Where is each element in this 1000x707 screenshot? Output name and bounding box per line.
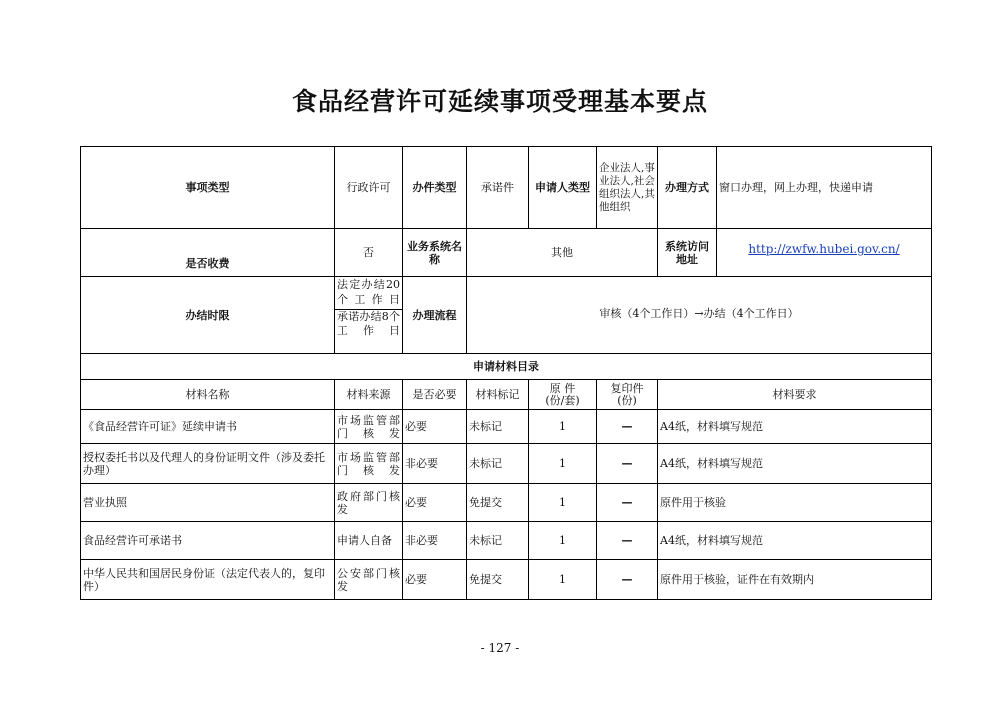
system-url-cell <box>717 229 932 277</box>
material-required: 必要 <box>403 484 467 522</box>
material-requirement: A4纸，材料填写规范 <box>658 522 932 560</box>
table-row <box>81 522 932 560</box>
material-mark: 未标记 <box>467 444 529 484</box>
header-name: 材料名称 <box>81 380 335 410</box>
header-source: 材料来源 <box>335 380 403 410</box>
item-type-label: 事项类型 <box>81 147 335 229</box>
material-required: 必要 <box>403 410 467 444</box>
system-url-link[interactable]: http://zwfw.hubei.gov.cn/ <box>748 242 900 256</box>
requirements-table <box>80 146 932 600</box>
time-limit-label: 办结时限 <box>81 277 335 354</box>
material-source: 市场监管部门核发 <box>335 444 403 484</box>
material-name: 营业执照 <box>81 484 335 522</box>
material-copy: — <box>597 444 658 484</box>
system-url-label: 系统访问地址 <box>658 229 717 277</box>
handle-method-label: 办理方式 <box>658 147 717 229</box>
material-source: 政府部门核发 <box>335 484 403 522</box>
material-name: 授权委托书以及代理人的身份证明文件（涉及委托办理） <box>81 444 335 484</box>
fee-label: 是否收费 <box>81 229 335 277</box>
material-required: 必要 <box>403 560 467 600</box>
material-requirement: A4纸，材料填写规范 <box>658 444 932 484</box>
material-copy: — <box>597 560 658 600</box>
handle-method-value: 窗口办理，网上办理，快递申请 <box>717 147 932 229</box>
system-name-label: 业务系统名称 <box>403 229 467 277</box>
table-row <box>81 410 932 444</box>
material-source: 申请人自备 <box>335 522 403 560</box>
material-name: 中华人民共和国居民身份证（法定代表人的，复印件） <box>81 560 335 600</box>
handle-type-value: 承诺件 <box>467 147 529 229</box>
material-original: 1 <box>529 410 597 444</box>
material-source: 公安部门核发 <box>335 560 403 600</box>
process-value: 审核（4个工作日）→办结（4个工作日） <box>467 277 932 354</box>
material-copy: — <box>597 410 658 444</box>
material-required: 非必要 <box>403 522 467 560</box>
material-original: 1 <box>529 484 597 522</box>
table-row <box>81 560 932 600</box>
header-required: 是否必要 <box>403 380 467 410</box>
materials-header-row <box>81 380 932 410</box>
item-type-value: 行政许可 <box>335 147 403 229</box>
material-name: 食品经营许可承诺书 <box>81 522 335 560</box>
info-row-1 <box>81 147 932 229</box>
time-limit-cell <box>335 277 403 354</box>
materials-section-title: 申请材料目录 <box>81 354 932 380</box>
material-original: 1 <box>529 444 597 484</box>
fee-value: 否 <box>335 229 403 277</box>
material-requirement: 原件用于核验 <box>658 484 932 522</box>
applicant-type-label: 申请人类型 <box>529 147 597 229</box>
material-mark: 未标记 <box>467 410 529 444</box>
table-row <box>81 444 932 484</box>
header-copy: 复印件 (份) <box>597 380 658 410</box>
material-original: 1 <box>529 560 597 600</box>
material-mark: 免提交 <box>467 484 529 522</box>
header-mark: 材料标记 <box>467 380 529 410</box>
material-name: 《食品经营许可证》延续申请书 <box>81 410 335 444</box>
material-requirement: A4纸，材料填写规范 <box>658 410 932 444</box>
applicant-type-value: 企业法人,事业法人,社会组织法人,其他组织 <box>597 147 658 229</box>
header-original: 原 件 (份/套) <box>529 380 597 410</box>
handle-type-label: 办件类型 <box>403 147 467 229</box>
material-copy: — <box>597 484 658 522</box>
info-row-3 <box>81 277 932 354</box>
document-title: 食品经营许可延续事项受理基本要点 <box>291 87 708 116</box>
info-row-2 <box>81 229 932 277</box>
legal-limit: 法定办结20个工作日 <box>335 277 402 310</box>
material-mark: 免提交 <box>467 560 529 600</box>
system-name-value: 其他 <box>467 229 658 277</box>
page-number: - 127 - <box>480 641 520 655</box>
material-source: 市场监管部门核发 <box>335 410 403 444</box>
material-copy: — <box>597 522 658 560</box>
material-required: 非必要 <box>403 444 467 484</box>
header-requirement: 材料要求 <box>658 380 932 410</box>
process-label: 办理流程 <box>403 277 467 354</box>
table-row <box>81 484 932 522</box>
material-original: 1 <box>529 522 597 560</box>
material-mark: 未标记 <box>467 522 529 560</box>
material-requirement: 原件用于核验，证件在有效期内 <box>658 560 932 600</box>
materials-section-row <box>81 354 932 380</box>
promise-limit: 承诺办结8个工作日 <box>337 310 400 337</box>
